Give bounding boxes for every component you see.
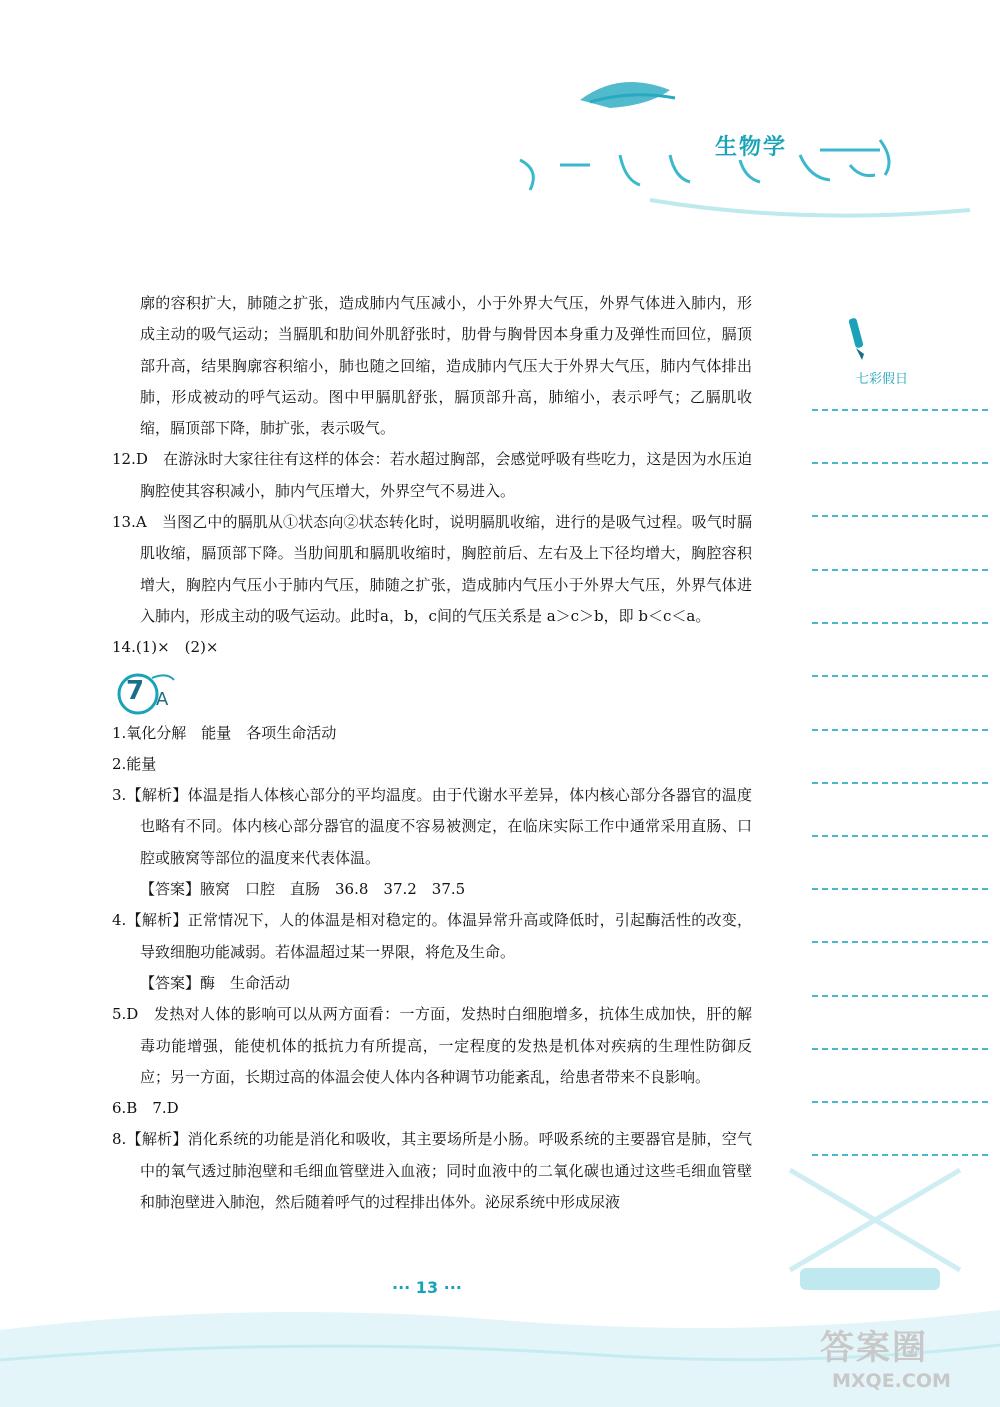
answer-5: 5.D 发热对人体的影响可以从两方面看：一方面，发热时白细胞增多，抗体生成加快，肝的解毒功能增强，能使机体的抵抗力有所提高，一定程度的发热是机体对疾病的生理性防御反应；另一方面，长期过高的体温会使人体内各种调节功能紊乱，给患者带来不良影响。 [112, 1005, 752, 1086]
answer-content [112, 288, 752, 1218]
corner-decoration [760, 1150, 1000, 1310]
answer-1: 1.氧化分解 能量 各项生命活动 [112, 723, 337, 742]
note-line [812, 515, 988, 517]
answer-2: 2.能量 [112, 754, 157, 773]
note-line [812, 729, 988, 731]
side-brand-label: 七彩假日 [856, 372, 909, 387]
note-line [812, 622, 988, 624]
watermark-url: MXQE.COM [832, 1370, 951, 1392]
answer-3-key: 【答案】腋窝 口腔 直肠 36.8 37.2 37.5 [140, 880, 466, 899]
note-line [812, 941, 988, 943]
note-line [812, 888, 988, 890]
section-badge [112, 670, 752, 716]
page-number: ··· 13 ··· [392, 1278, 462, 1297]
note-line [812, 995, 988, 997]
answer-14: 14.(1)× (2)× [112, 638, 219, 657]
note-line [812, 569, 988, 571]
section-number: 7 [126, 675, 145, 706]
note-line [812, 1048, 988, 1050]
note-line [812, 835, 988, 837]
answer-12: 12.D 在游泳时大家往往有这样的体会：若水超过胸部，会感觉呼吸有些吃力，这是因为水压迫胸腔使其容积减小，肺内气压增大，外界空气不易进入。 [112, 450, 752, 500]
answer-4: 4.【解析】正常情况下，人的体温是相对稳定的。体温异常升高或降低时，引起酶活性的改变，导致细胞功能减弱。若体温超过某一界限，将危及生命。 [112, 911, 752, 961]
answer-4-key: 【答案】酶 生命活动 [140, 973, 291, 992]
note-line [812, 462, 988, 464]
watermark-text: 答案圈 [820, 1328, 928, 1368]
answer-3: 3.【解析】体温是指人体核心部分的平均温度。由于代谢水平差异，体内核心部分各器官的温度也略有不同。体内核心部分器官的温度不容易被测定，在临床实际工作中通常采用直肠、口腔或腋窝等部位的温度来代表体温。 [112, 786, 752, 867]
answer-13: 13.A 当图乙中的膈肌从①状态向②状态转化时，说明膈肌收缩，进行的是吸气过程。吸气时膈肌收缩，膈顶部下降。当肋间肌和膈肌收缩时，胸腔前后、左右及上下径均增大，胸腔容积增大，胸腔内气压小于肺内气压，肺随之扩张，造成肺内气压小于外界大气压，外界气体进入肺内，形成主动的吸气运动。此时a，b，c间的气压关系是 a＞c＞b，即 b＜c＜a。 [112, 513, 752, 625]
subject-title: 生物学 [715, 135, 788, 160]
note-line [812, 675, 988, 677]
note-line [812, 409, 988, 411]
answer-8: 8.【解析】消化系统的功能是消化和吸收，其主要场所是小肠。呼吸系统的主要器官是肺，空气中的氧气透过肺泡壁和毛细血管壁进入血液；同时血液中的二氧化碳也通过这些毛细血管壁和肺泡壁进入肺泡，然后随着呼气的过程排出体外。泌尿系统中形成尿液 [112, 1130, 752, 1212]
note-line [812, 782, 988, 784]
section-letter: A [156, 688, 169, 710]
answer-6-7: 6.B 7.D [112, 1099, 179, 1118]
note-line [812, 1101, 988, 1103]
section-badge-icon [112, 670, 192, 716]
paragraph: 廓的容积扩大，肺随之扩张，造成肺内气压减小，小于外界大气压，外界气体进入肺内，形成主动的吸气运动；当膈肌和肋间外肌舒张时，肋骨与胸骨因本身重力及弹性而回位，膈顶部升高，结果胸廓容积缩小，肺也随之回缩，造成肺内气压大于外界大气压，肺内气体排出肺，形成被动的呼气运动。图中甲膈肌舒张，膈顶部升高，肺缩小，表示呼气；乙膈肌收缩，膈顶部下降，肺扩张，表示吸气。 [140, 294, 752, 438]
watermark [820, 1320, 990, 1400]
